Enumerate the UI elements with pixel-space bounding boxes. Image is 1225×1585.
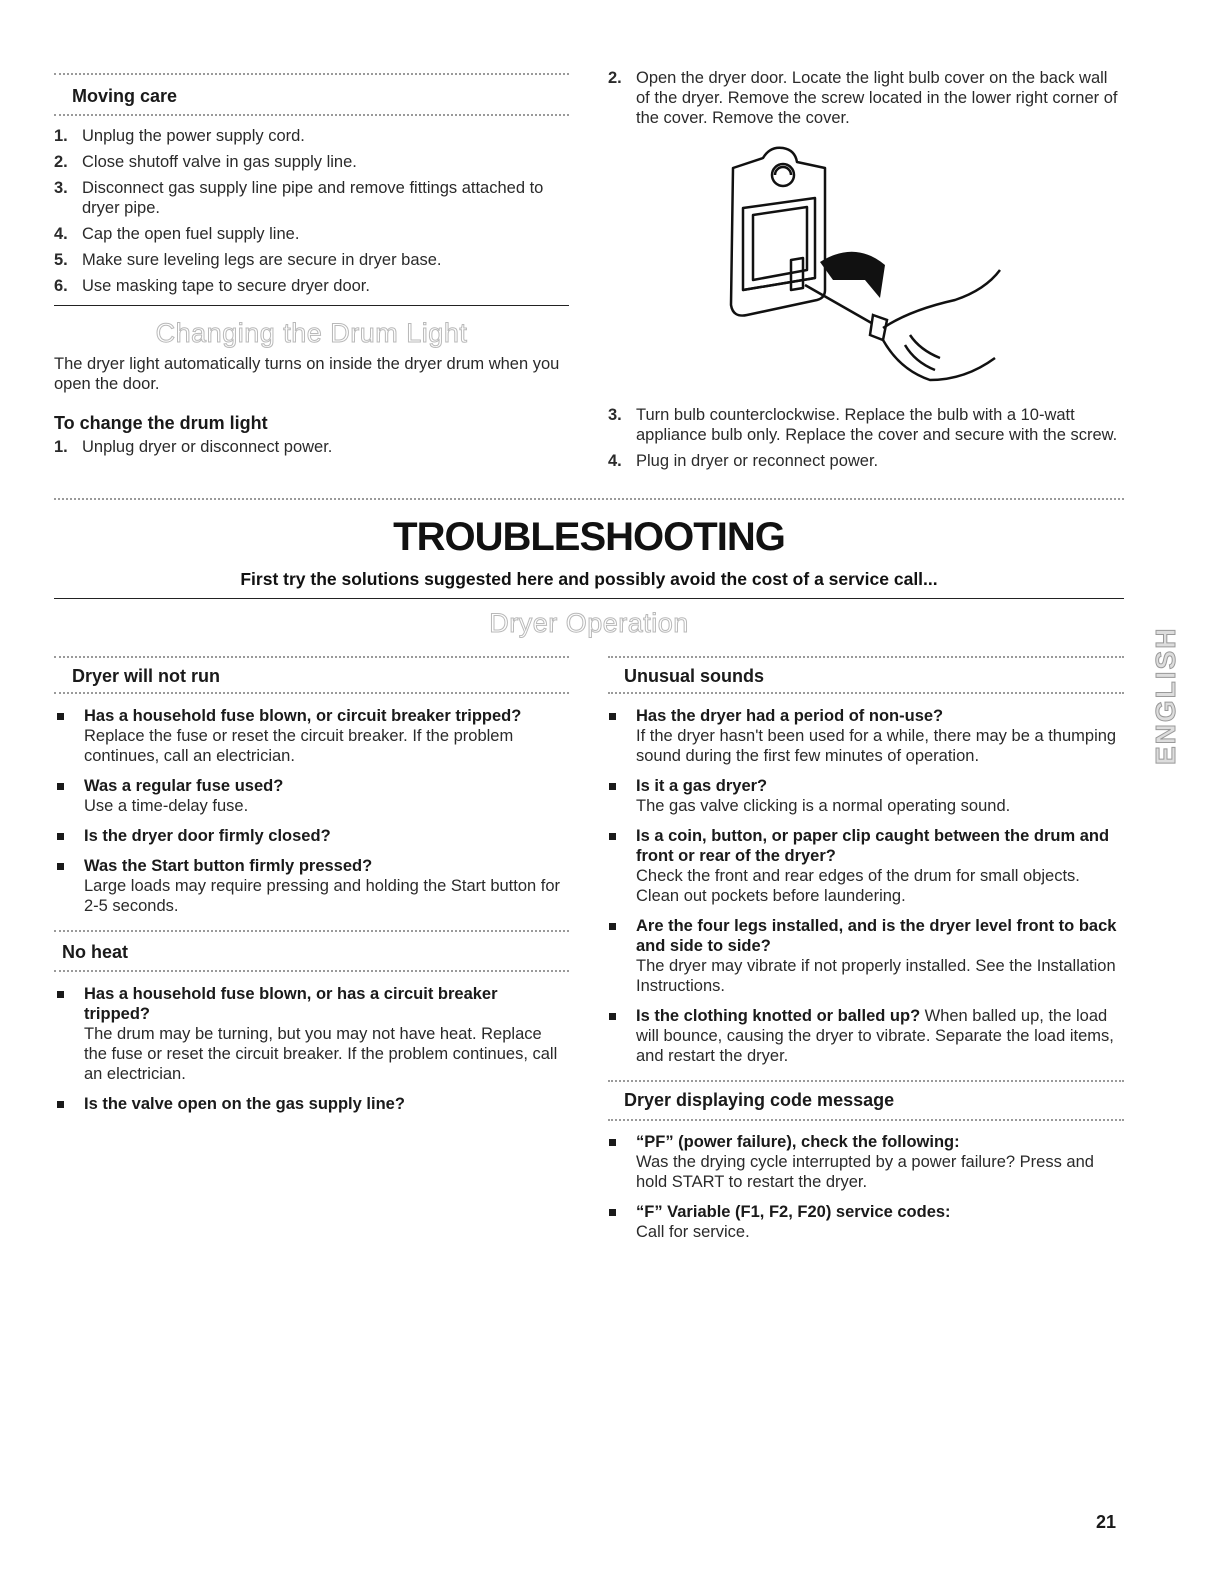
list-item: Is it a gas dryer? The gas valve clicking is a normal operating sound. xyxy=(606,776,1121,816)
list-item: 5. Make sure leveling legs are secure in dryer base. xyxy=(54,251,442,269)
list-item: Has a household fuse blown, or circuit breaker tripped? Replace the fuse or reset the circuit breaker. If the problem continues, call an electrician. xyxy=(54,706,564,766)
bulb-cover-illustration xyxy=(725,140,1015,390)
section-title-dryer-operation: Dryer Operation xyxy=(489,608,689,638)
list-item: Is a coin, button, or paper clip caught between the drum and front or rear of the dryer? Check the front and rear edges of the drum for small objects. Clean out pockets before laundering. xyxy=(606,826,1121,906)
language-side-tab: ENGLISH xyxy=(1150,626,1181,765)
drum-light-steps-right-top xyxy=(608,68,1123,134)
list-item: Is the clothing knotted or balled up? When balled up, the load will bounce, causing the dryer to vibrate. Separate the load items, and restart the dryer. xyxy=(606,1006,1121,1066)
list-item: Is the valve open on the gas supply line? xyxy=(54,1094,564,1114)
divider xyxy=(54,930,569,932)
section-title-no-heat: No heat xyxy=(62,942,129,962)
page-title: TROUBLESHOOTING xyxy=(393,515,785,559)
list-item: Are the four legs installed, and is the dryer level front to back and side to side? The dryer may vibrate if not properly installed. See the Installation Instructions. xyxy=(606,916,1121,996)
drum-light-intro: The dryer light automatically turns on inside the dryer drum when you open the door. xyxy=(54,355,560,393)
drum-light-steps-left xyxy=(54,437,574,463)
drum-light-subtitle: To change the drum light xyxy=(54,413,268,433)
list-item: 4. Cap the open fuel supply line. xyxy=(54,225,300,243)
will-not-run-list xyxy=(54,706,564,926)
section-title-moving-care: Moving care xyxy=(72,86,178,106)
drum-light-steps-right-bottom xyxy=(608,405,1123,477)
list-item: 1. Unplug the power supply cord. xyxy=(54,127,305,145)
divider xyxy=(54,692,569,694)
divider xyxy=(608,1080,1124,1082)
section-title-drum-light: Changing the Drum Light xyxy=(155,318,468,348)
divider xyxy=(608,692,1124,694)
divider xyxy=(608,656,1124,658)
moving-care-steps xyxy=(54,126,574,302)
list-item: Has the dryer had a period of non-use? If the dryer hasn't been used for a while, there may be a thumping sound during the first few minutes of operation. xyxy=(606,706,1121,766)
list-item: 6. Use masking tape to secure dryer door. xyxy=(54,277,370,295)
divider xyxy=(54,305,569,306)
divider xyxy=(54,970,569,972)
list-item: Was the Start button firmly pressed? Large loads may require pressing and holding the Start button for 2-5 seconds. xyxy=(54,856,564,916)
page-subtitle: First try the solutions suggested here and possibly avoid the cost of a service call... xyxy=(240,569,938,589)
list-item: 1. Unplug dryer or disconnect power. xyxy=(54,438,333,456)
list-item: Is the dryer door firmly closed? xyxy=(54,826,564,846)
list-item: 4. Plug in dryer or reconnect power. xyxy=(608,452,879,470)
section-title-unusual-sounds: Unusual sounds xyxy=(624,666,765,686)
code-message-list xyxy=(606,1132,1121,1252)
page-number: 21 xyxy=(1096,1512,1117,1532)
divider xyxy=(54,598,1124,599)
list-item: 3. Turn bulb counterclockwise. Replace the bulb with a 10-watt appliance bulb only. Replace the cover and secure with the screw. xyxy=(608,406,1118,444)
divider xyxy=(608,1119,1124,1121)
list-item: “F” Variable (F1, F2, F20) service codes: Call for service. xyxy=(606,1202,1121,1242)
list-item: “PF” (power failure), check the following: Was the drying cycle interrupted by a power failure? Press and hold START to restart the dryer. xyxy=(606,1132,1121,1192)
section-title-code-message: Dryer displaying code message xyxy=(624,1090,895,1110)
divider xyxy=(54,73,569,75)
list-item: Was a regular fuse used? Use a time-delay fuse. xyxy=(54,776,564,816)
no-heat-list xyxy=(54,984,564,1124)
list-item: 3. Disconnect gas supply line pipe and remove fittings attached to dryer pipe. xyxy=(54,179,544,217)
unusual-sounds-list xyxy=(606,706,1121,1076)
section-title-will-not-run: Dryer will not run xyxy=(72,666,221,686)
divider xyxy=(54,498,1124,500)
list-item: 2. Open the dryer door. Locate the light bulb cover on the back wall of the dryer. Remove the screw located in the lower right corner of the cover. Remove the cover. xyxy=(608,69,1118,127)
list-item: Has a household fuse blown, or has a circuit breaker tripped? The drum may be turning, but you may not have heat. Replace the fuse or reset the circuit breaker. If the problem continues, call an electrician. xyxy=(54,984,564,1084)
divider xyxy=(54,656,569,658)
divider xyxy=(54,114,569,116)
list-item: 2. Close shutoff valve in gas supply line. xyxy=(54,153,357,171)
